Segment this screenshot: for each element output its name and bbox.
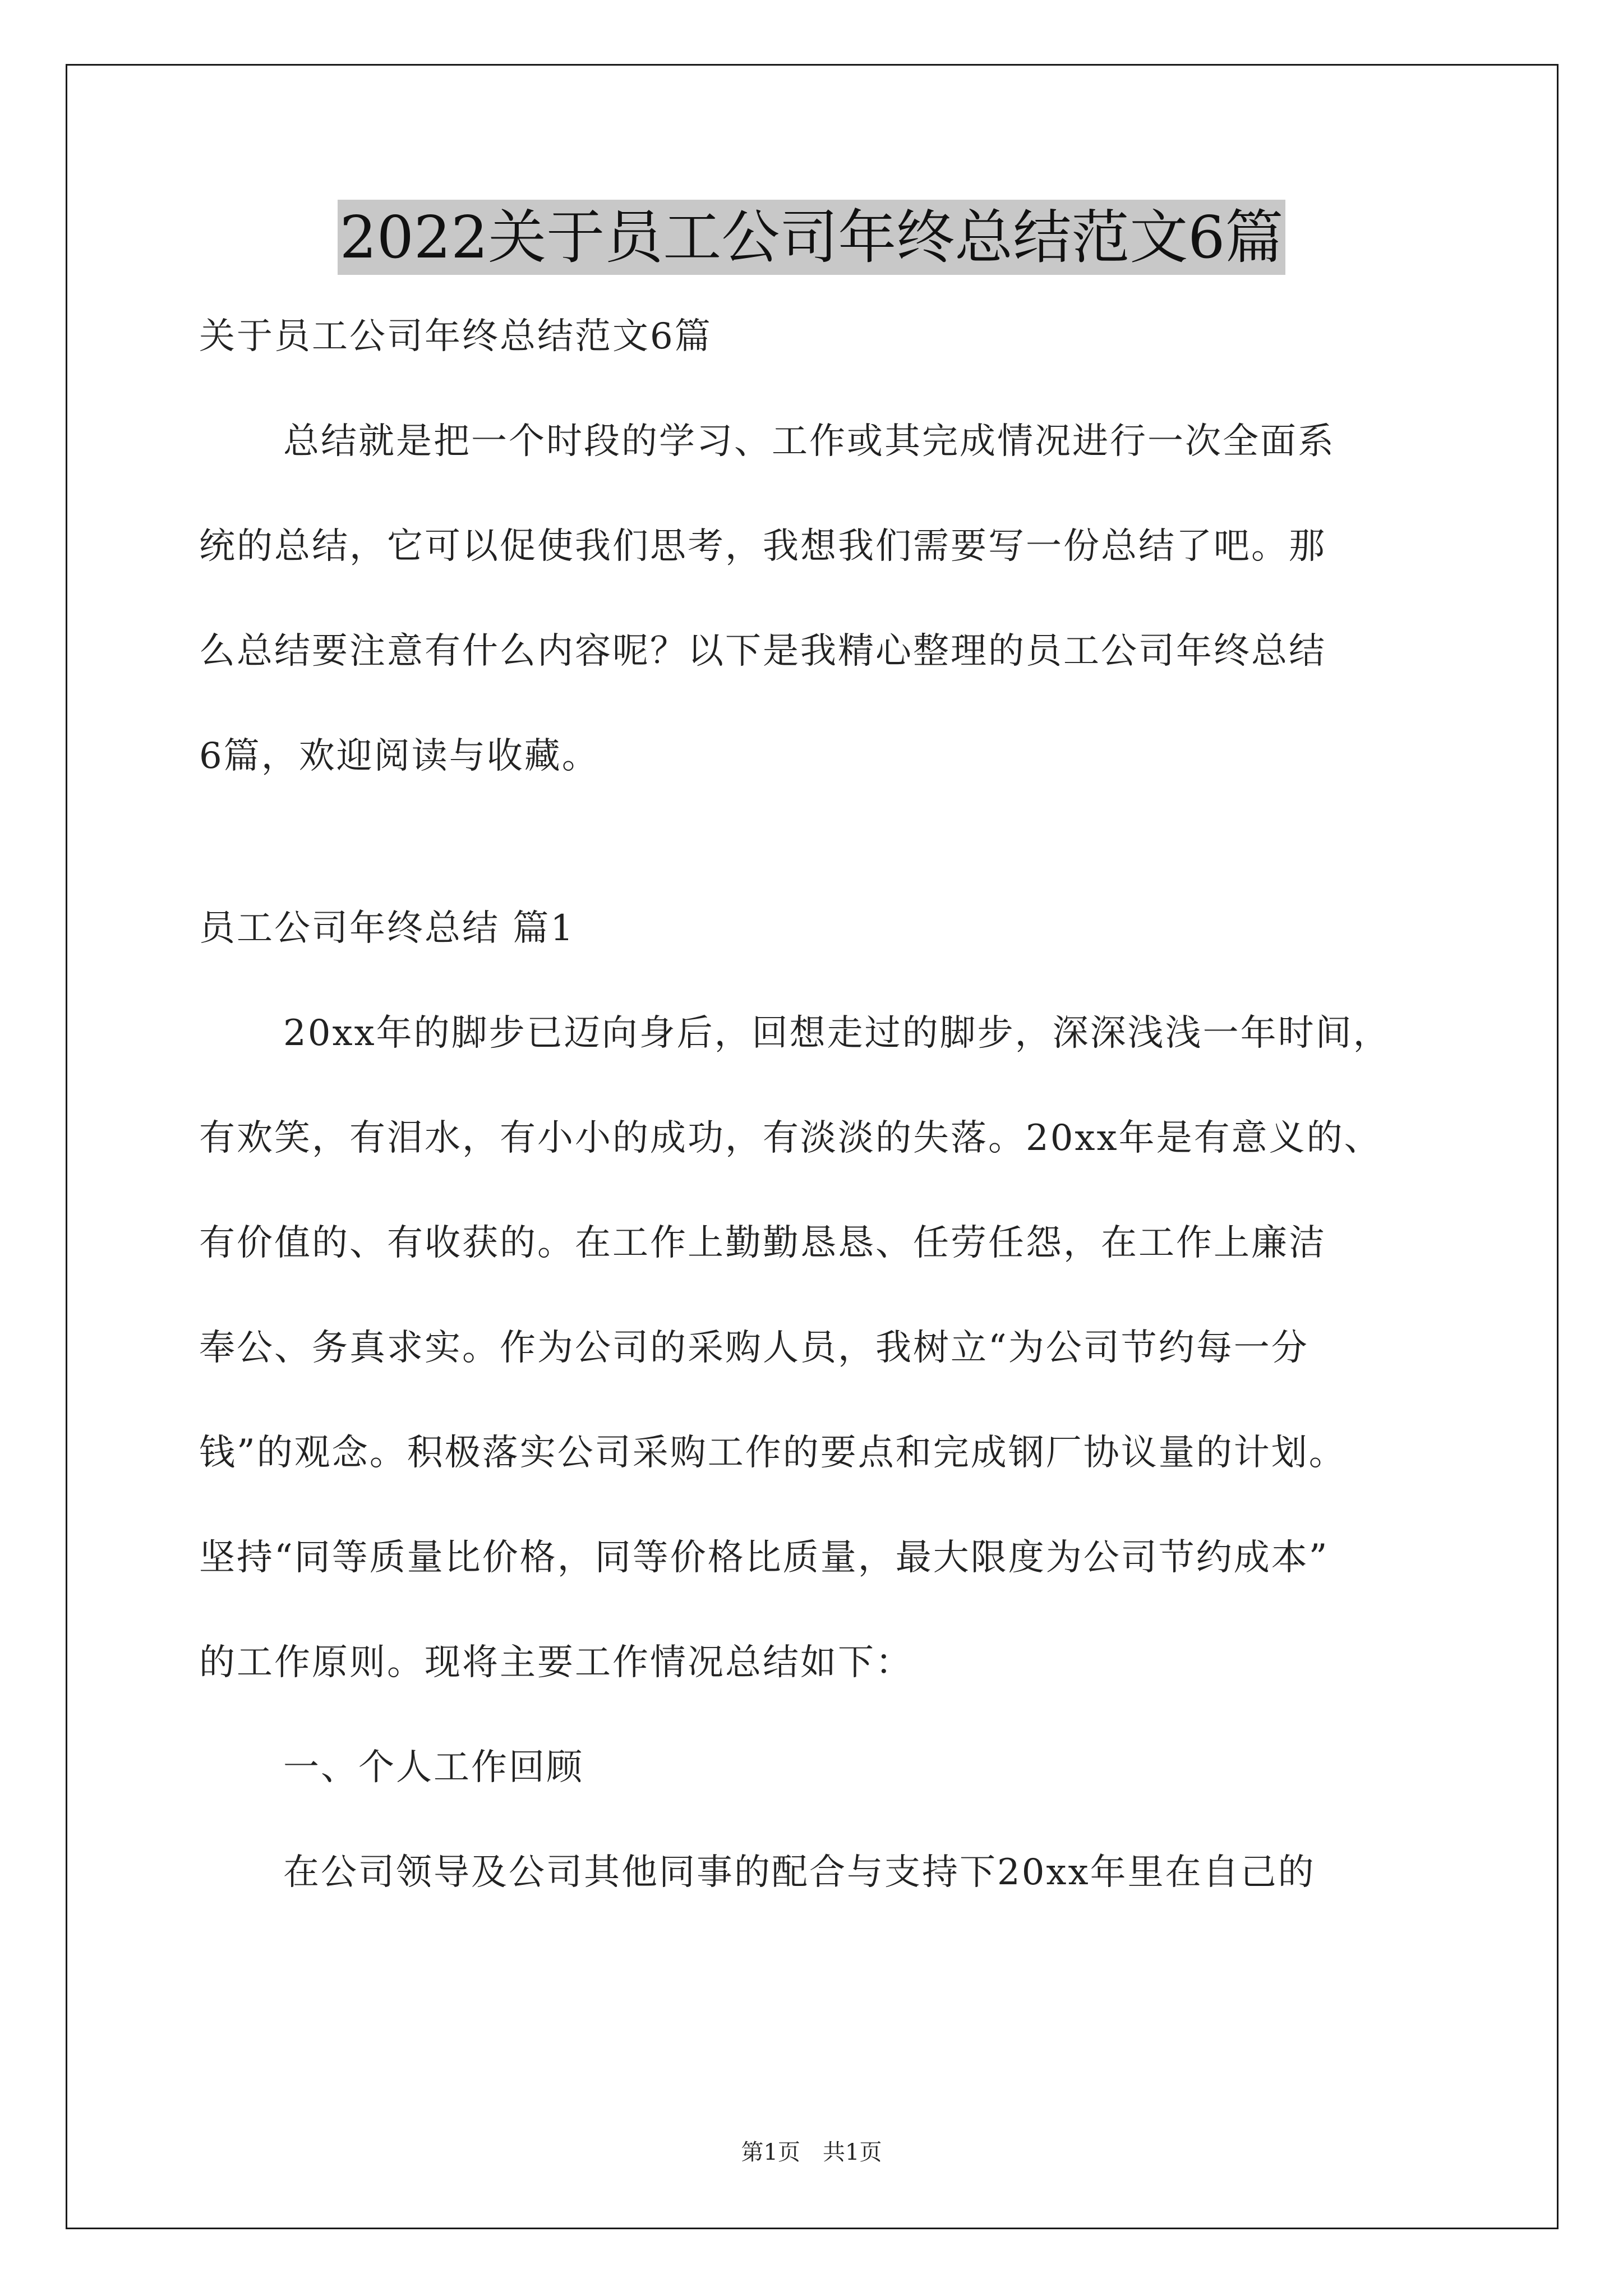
section-heading-1: 员工公司年终总结 篇1 (199, 908, 575, 949)
intro-line-3: 么总结要注意有什么内容呢？以下是我精心整理的员工公司年终总结 (199, 631, 1326, 672)
section-1-line-3: 有价值的、有收获的。在工作上勤勤恳恳、任劳任怨，在工作上廉洁 (199, 1222, 1326, 1264)
section-1-line-6: 坚持“同等质量比价格，同等价格比质量，最大限度为公司节约成本” (199, 1537, 1329, 1579)
document-title-wrap (0, 200, 1623, 275)
document-body (199, 314, 1429, 1895)
subheading-personal-review: 一、个人工作回顾 (283, 1747, 584, 1788)
section-1-line-7: 的工作原则。现将主要工作情况总结如下： (199, 1642, 913, 1683)
section-2-line-1: 在公司领导及公司其他同事的配合与支持下20xx年里在自己的 (283, 1852, 1316, 1893)
document-subtitle: 关于员工公司年终总结范文6篇 (199, 316, 712, 357)
intro-line-4: 6篇，欢迎阅读与收藏。 (199, 735, 600, 777)
document-title: 2022关于员工公司年终总结范文6篇 (338, 200, 1286, 275)
section-1-line-5: 钱”的观念。积极落实公司采购工作的要点和完成钢厂协议量的计划。 (199, 1432, 1347, 1474)
page-footer: 第1页 共1页 (741, 2139, 882, 2165)
section-1-paragraph (199, 1011, 1429, 1685)
intro-line-1: 总结就是把一个时段的学习、工作或其完成情况进行一次全面系 (283, 421, 1335, 462)
section-1-line-2: 有欢笑，有泪水，有小小的成功，有淡淡的失落。20xx年是有意义的、 (199, 1117, 1382, 1159)
section-1-line-1: 20xx年的脚步已迈向身后，回想走过的脚步，深深浅浅一年时间， (283, 1013, 1391, 1054)
section-2-paragraph (199, 1850, 1429, 1895)
section-1-line-4: 奉公、务真求实。作为公司的采购人员，我树立“为公司节约每一分 (199, 1327, 1309, 1369)
intro-line-2: 统的总结，它可以促使我们思考，我想我们需要写一份总结了吧。那 (199, 526, 1326, 567)
intro-paragraph (199, 419, 1429, 779)
